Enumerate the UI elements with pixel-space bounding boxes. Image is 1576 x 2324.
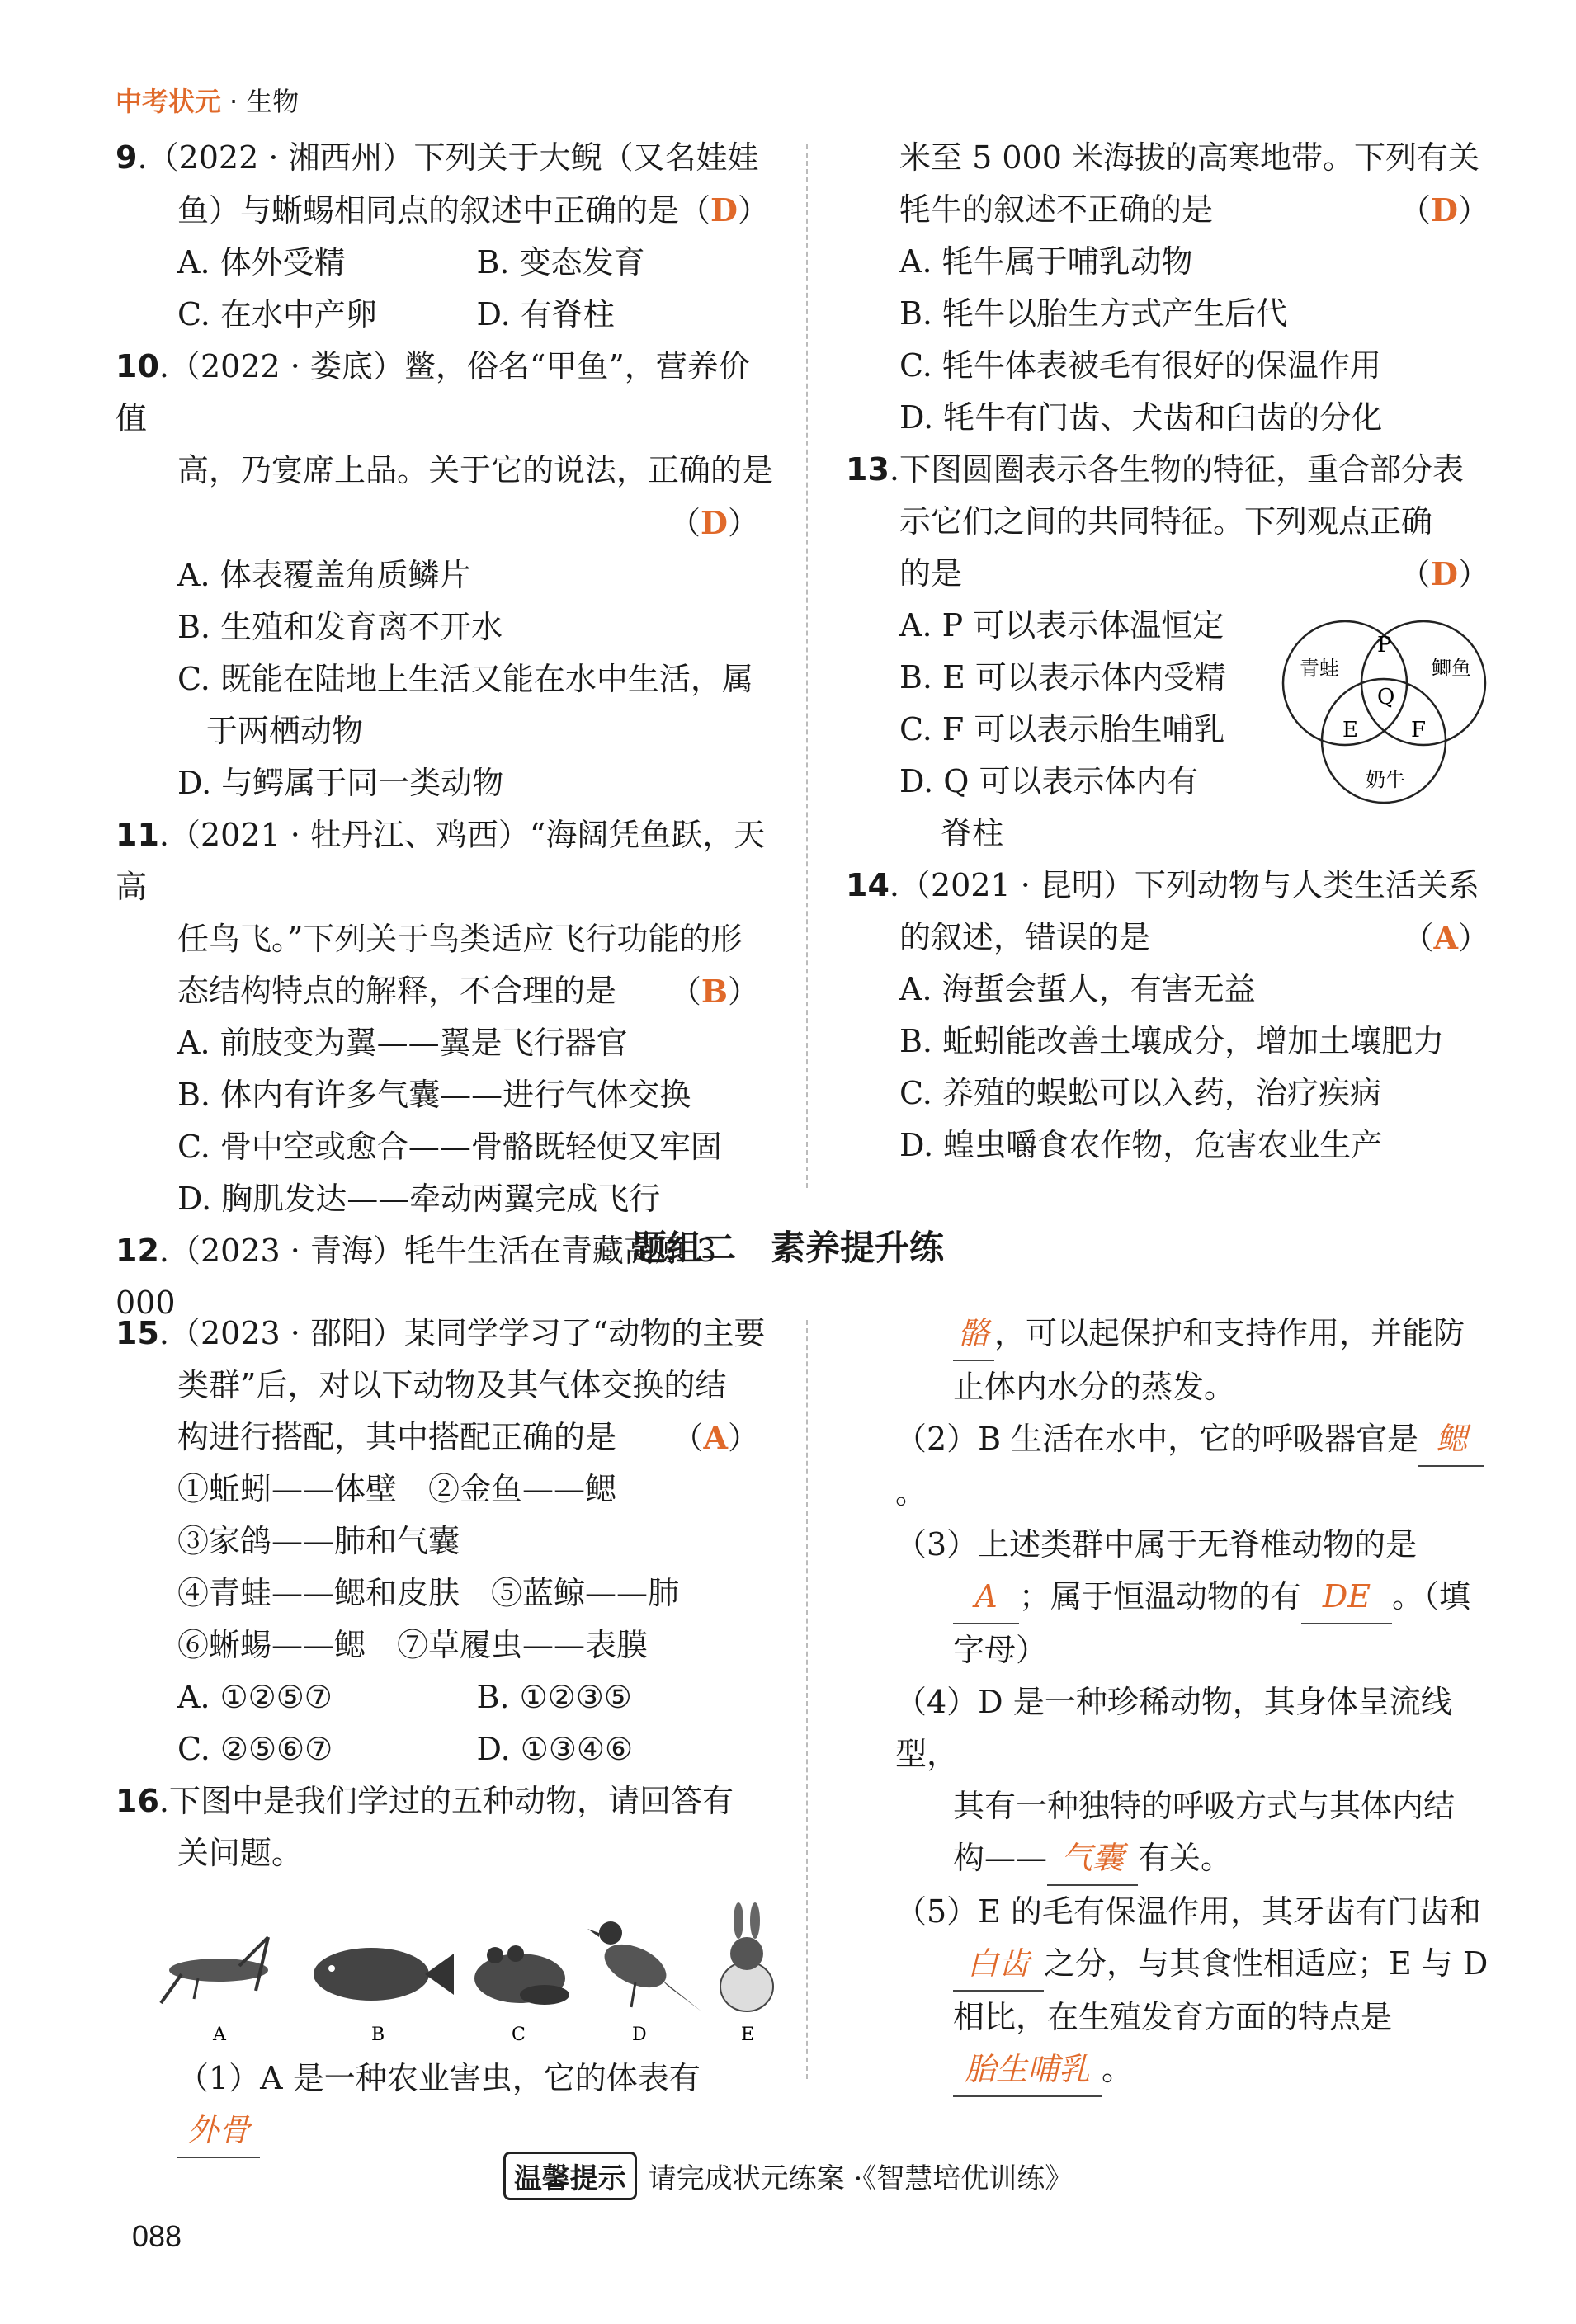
subject-label: 生物 <box>246 86 300 117</box>
left-column-top <box>116 132 776 1329</box>
question-11 <box>116 809 776 1225</box>
q12-number: 12 <box>116 1233 159 1269</box>
q15-stem-line1: .（2023 · 邵阳）某同学学习了“动物的主要 <box>158 1315 766 1351</box>
venn-label-frog: 青蛙 <box>1300 657 1339 680</box>
q15-close: ） <box>727 1420 759 1456</box>
q16-part4-text1: （4）D 是一种珍稀动物，其身体呈流线型， <box>895 1684 1452 1772</box>
q13-option-a: A. P 可以表示体温恒定 <box>899 607 1224 643</box>
column-divider-bottom <box>806 1320 808 2079</box>
venn-label-q: Q <box>1377 685 1395 709</box>
q16-part3-fill2: DE <box>1301 1571 1392 1624</box>
q16-number: 16 <box>116 1783 159 1819</box>
q13-close: ） <box>1457 556 1489 592</box>
q14-open: （ <box>1402 920 1434 956</box>
q16-part1-rest1: ，可以起保护和支持作用，并能防 <box>994 1315 1465 1351</box>
q13-option-c: C. F 可以表示胎生哺乳 <box>899 711 1225 747</box>
q13-open: （ <box>1399 556 1432 592</box>
q12-open: （ <box>1399 192 1432 229</box>
q10-answer: D <box>701 504 728 541</box>
q15-stem-line3: 构进行搭配，其中搭配正确的是 <box>177 1419 617 1455</box>
q16-part3-fill1: A <box>953 1571 1019 1624</box>
q16-part2-end: 。 <box>895 1474 927 1511</box>
q13-option-b: B. E 可以表示体内受精 <box>899 659 1226 695</box>
q11-stem-line2: 任鸟飞。”下列关于鸟类适应飞行功能的形 <box>177 921 743 957</box>
q16-part5-text1: （5）E 的毛有保温作用，其牙齿有门齿和 <box>895 1893 1481 1930</box>
q11-option-a: A. 前肢变为翼——翼是飞行器官 <box>177 1025 628 1061</box>
q15-option-a: A. ①②⑤⑦ <box>177 1679 333 1715</box>
q10-close: ） <box>727 505 759 541</box>
q16-part2-fill: 鳃 <box>1418 1413 1484 1467</box>
animal-label-c: C <box>512 2025 526 2045</box>
q16-part2-text: （2）B 生活在水中，它的呼吸器官是 <box>895 1421 1419 1457</box>
q11-close: ） <box>727 973 759 1010</box>
q16-part1-rest2: 止体内水分的蒸发。 <box>953 1369 1236 1405</box>
q13-stem-line3: 的是 <box>899 555 963 592</box>
frog-icon <box>474 1945 569 2005</box>
q15-number: 15 <box>116 1315 159 1351</box>
q13-stem-line2: 示它们之间的共同特征。下列观点正确 <box>899 503 1433 540</box>
q16-part1-fill-cont: 骼 <box>953 1308 994 1361</box>
q9-number: 9 <box>116 139 138 176</box>
q15-pair-2: ③家鸽——肺和气囊 <box>177 1523 460 1559</box>
q15-answer: A <box>703 1419 728 1456</box>
animals-figure <box>116 1888 776 2053</box>
q14-option-b: B. 蚯蚓能改善土壤成分，增加土壤肥力 <box>899 1023 1445 1059</box>
q13-stem-line1: .下图圆圈表示各生物的特征，重合部分表 <box>889 451 1464 488</box>
q16-part4-text2: 其有一种独特的呼吸方式与其体内结 <box>953 1788 1456 1824</box>
q12-option-c: C. 牦牛体表被毛有很好的保温作用 <box>899 347 1381 384</box>
q9-stem-line1: .（2022 · 湘西州）下列关于大鲵（又名娃娃 <box>137 139 759 176</box>
question-13 <box>846 444 1498 860</box>
q16-part4-text3: 构—— <box>953 1840 1048 1876</box>
q10-stem-line1: .（2022 · 娄底）鳖，俗名“甲鱼”，营养价值 <box>116 348 750 436</box>
q10-number: 10 <box>116 348 159 384</box>
q9-option-a: A. 体外受精 <box>177 244 346 280</box>
q13-option-d: D. Q 可以表示体内有 <box>899 763 1199 799</box>
q16-part1-fill: 外骨 <box>177 2105 260 2158</box>
q14-option-a: A. 海蜇会蜇人，有害无益 <box>899 971 1256 1007</box>
left-column-bottom <box>116 1308 776 2158</box>
q10-option-a: A. 体表覆盖角质鳞片 <box>177 557 471 593</box>
q16-part3-text: （3）上述类群中属于无脊椎动物的是 <box>895 1526 1418 1563</box>
q15-option-b: B. ①②③⑤ <box>476 1679 632 1715</box>
column-divider-top <box>806 144 808 1188</box>
q11-stem-line3: 态结构特点的解释，不合理的是 <box>177 973 617 1009</box>
question-14 <box>846 860 1498 1171</box>
q10-open: （ <box>669 505 701 541</box>
animal-label-e: E <box>741 2025 755 2045</box>
q11-number: 11 <box>116 817 159 853</box>
q10-option-c: C. 既能在陆地上生活又能在水中生活，属 <box>177 661 753 697</box>
animal-label-a: A <box>213 2025 226 2045</box>
venn-label-cow: 奶牛 <box>1366 768 1405 791</box>
page-header <box>116 81 299 119</box>
q15-open: （ <box>672 1420 704 1456</box>
tip-badge: 温馨提示 <box>503 2152 637 2200</box>
q14-answer: A <box>1433 919 1458 956</box>
q14-stem-line1: .（2021 · 昆明）下列动物与人类生活关系 <box>889 867 1479 903</box>
q9-option-c: C. 在水中产卵 <box>177 296 377 332</box>
q11-answer: B <box>701 973 728 1010</box>
q16-stem-line1: .下图中是我们学过的五种动物，请回答有 <box>158 1783 734 1819</box>
bird-icon <box>587 1921 701 2011</box>
q11-option-c: C. 骨中空或愈合——骨骼既轻便又牢固 <box>177 1129 722 1165</box>
q15-pair-1: ①蚯蚓——体壁 ②金鱼——鳃 <box>177 1471 617 1507</box>
q16-part4-text4: 有关。 <box>1138 1840 1233 1876</box>
q14-stem-line2: 的叙述，错误的是 <box>899 919 1151 955</box>
q10-option-c-cont: 于两栖动物 <box>206 713 364 749</box>
q14-number: 14 <box>846 867 889 903</box>
q16-part3-text2: ；属于恒温动物的有 <box>1019 1578 1302 1615</box>
rabbit-icon <box>720 1902 773 2011</box>
venn-label-f: F <box>1411 718 1427 742</box>
q12-option-d: D. 牦牛有门齿、犬齿和臼齿的分化 <box>899 399 1383 436</box>
q9-answer: D <box>710 191 738 229</box>
q11-option-b: B. 体内有许多气囊——进行气体交换 <box>177 1077 691 1113</box>
q16-part3-text4: 字母） <box>953 1632 1048 1668</box>
q16-part5-fill1: 白齿 <box>953 1938 1044 1992</box>
question-10 <box>116 341 776 809</box>
q15-pair-3: ④青蛙——鳃和皮肤 ⑤蓝鲸——肺 <box>177 1575 680 1611</box>
q10-stem-line2: 高，乃宴席上品。关于它的说法，正确的是 <box>177 452 774 488</box>
q16-part5-text3: 相比，在生殖发育方面的特点是 <box>953 1999 1393 2035</box>
q9-stem-line2: 鱼）与蜥蜴相同点的叙述中正确的是（ <box>177 192 711 229</box>
q16-part4-fill: 气囊 <box>1047 1832 1138 1886</box>
q13-number: 13 <box>846 451 889 488</box>
venn-label-e: E <box>1342 718 1358 742</box>
venn-diagram <box>1275 609 1498 807</box>
q11-open: （ <box>669 973 701 1010</box>
q10-option-b: B. 生殖和发育离不开水 <box>177 609 503 645</box>
q15-stem-line2: 类群”后，对以下动物及其气体交换的结 <box>177 1367 727 1403</box>
q12-stem-line1: .（2023 · 青海）牦牛生活在青藏高原 3 000 <box>116 1233 717 1321</box>
animal-label-d: D <box>632 2025 647 2045</box>
venn-label-carp: 鲫鱼 <box>1432 657 1471 680</box>
q9-close: ） <box>737 192 769 229</box>
q12-stem-line2: 米至 5 000 米海拔的高寒地带。下列有关 <box>899 139 1479 176</box>
section-title: 题组二 素养提升练 <box>631 1228 944 1268</box>
q14-close: ） <box>1457 920 1489 956</box>
footer-tip <box>0 2152 1576 2200</box>
q16-part5-text2: 之分，与其食性相适应；E 与 D <box>1044 1945 1489 1982</box>
question-9 <box>116 132 776 341</box>
tip-text: 请完成状元练案 ·《智慧培优训练》 <box>648 2162 1073 2195</box>
fish-icon <box>314 1948 454 2001</box>
page-number: 088 <box>132 2219 182 2253</box>
q16-part1-text: （1）A 是一种农业害虫，它的体表有 <box>177 2060 701 2096</box>
q14-option-c: C. 养殖的蜈蚣可以入药，治疗疾病 <box>899 1075 1381 1111</box>
q12-option-b: B. 牦牛以胎生方式产生后代 <box>899 295 1288 332</box>
q15-option-d: D. ①③④⑥ <box>476 1731 634 1767</box>
q12-stem-line3: 牦牛的叙述不正确的是 <box>899 191 1214 228</box>
q12-close: ） <box>1457 192 1489 229</box>
q12-option-a: A. 牦牛属于哺乳动物 <box>899 243 1193 280</box>
brand-label: 中考状元 <box>116 86 222 117</box>
q16-stem-line2: 关问题。 <box>177 1835 304 1871</box>
q16-part5-end: 。 <box>1102 2051 1134 2087</box>
q15-pair-4: ⑥蜥蜴——鳃 ⑦草履虫——表膜 <box>177 1627 649 1663</box>
question-16 <box>116 1775 776 2158</box>
q10-option-d: D. 与鳄属于同一类动物 <box>177 765 504 801</box>
q9-option-b: B. 变态发育 <box>476 244 645 280</box>
question-15 <box>116 1308 776 1775</box>
q15-option-c: C. ②⑤⑥⑦ <box>177 1731 333 1767</box>
q13-answer: D <box>1431 555 1458 592</box>
grasshopper-icon <box>161 1937 268 2003</box>
q9-option-d: D. 有脊柱 <box>476 296 615 332</box>
q12-answer: D <box>1431 191 1458 229</box>
q11-stem-line1: .（2021 · 牡丹江、鸡西）“海阔凭鱼跃，天高 <box>116 817 766 905</box>
right-column-bottom <box>846 1308 1498 2097</box>
q14-option-d: D. 蝗虫嚼食农作物，危害农业生产 <box>899 1127 1383 1163</box>
header-dot: · <box>229 86 238 117</box>
right-column-top <box>846 132 1498 1171</box>
question-12-continued <box>846 132 1498 444</box>
venn-label-p: P <box>1377 633 1392 658</box>
q13-option-d-cont: 脊柱 <box>941 815 1004 851</box>
q16-part3-text3: 。（填 <box>1392 1578 1471 1615</box>
q16-part5-fill2: 胎生哺乳 <box>953 2044 1102 2097</box>
q11-option-d: D. 胸肌发达——牵动两翼完成飞行 <box>177 1181 661 1217</box>
animal-label-b: B <box>371 2025 385 2045</box>
